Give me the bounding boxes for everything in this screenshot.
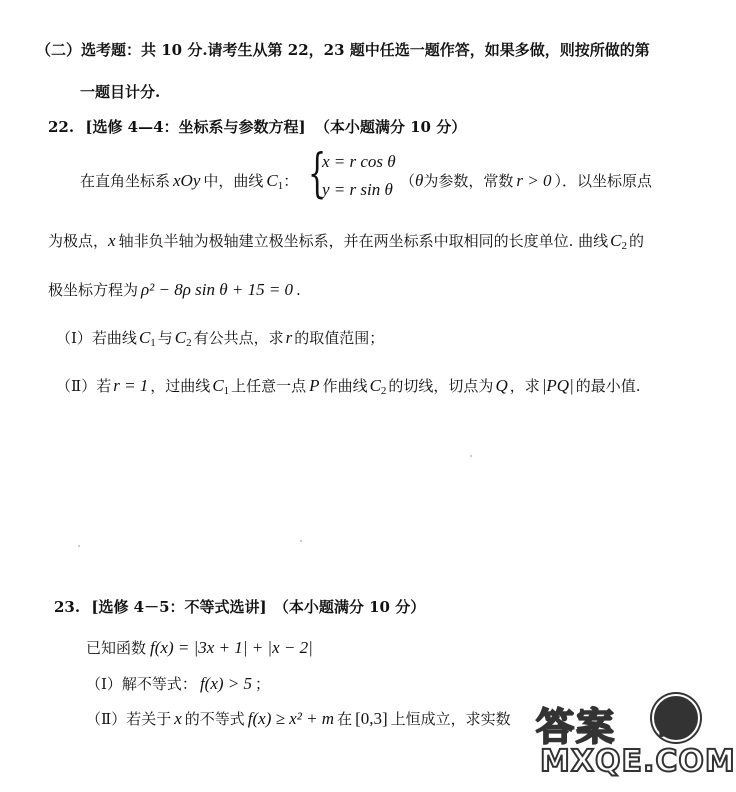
q23-part2-d: 上恒成立，求实数	[390, 710, 511, 728]
q22-part1	[56, 328, 384, 348]
q22-part2-g: 的最小值.	[575, 377, 641, 395]
q22-curve-c1-sub: 1	[277, 180, 284, 192]
q22-xoy: xOy	[173, 171, 201, 190]
q23-func-eq: f(x) = |3x + 1| + |x − 2|	[150, 638, 313, 657]
q22-part2-a: （Ⅱ）若	[56, 377, 112, 395]
q22-note-text: 为参数，常数	[423, 172, 514, 190]
q22-part2-q: Q	[495, 376, 508, 395]
q22-intro-text-2: 中，曲线	[203, 172, 264, 190]
q23-part2-b: 的不等式	[184, 710, 245, 728]
q23-part1	[86, 674, 270, 694]
q23-title: [选修 4－5：不等式选讲]	[91, 598, 267, 616]
q22-part2-e: 的切线，切点为	[388, 377, 494, 395]
q22-line3-a: 为极点，	[48, 232, 109, 250]
q22-note-close: ）．以坐标原点	[554, 172, 652, 190]
q22-score: （本小题满分 10 分）	[314, 118, 467, 136]
q22-param-system	[308, 144, 400, 206]
q22-note-theta: θ	[415, 171, 424, 190]
q22-part2-c2: C	[369, 376, 381, 395]
q22-curve-c1: C	[266, 171, 278, 190]
q22-note-cond: r > 0	[516, 171, 552, 190]
q22-part1-c2: C	[174, 328, 187, 347]
q22-part2-c2-sub: 2	[380, 385, 387, 397]
q23-part2-eq: f(x) ≥ x² + m	[247, 709, 335, 728]
q22-line3-c2: C	[610, 231, 622, 250]
q22-param-note	[400, 171, 652, 191]
q22-part1-a: （Ⅰ）若曲线	[56, 329, 137, 347]
q22-part1-d: 的取值范围；	[294, 329, 385, 347]
q23-part2-x: x	[174, 709, 182, 728]
q22-note-open: （	[400, 172, 416, 190]
q22-part2-d: 作曲线	[322, 377, 368, 395]
q23-part1-a: （Ⅰ）解不等式：	[86, 675, 197, 693]
q22-intro-text: 在直角坐标系	[80, 172, 171, 190]
q22-intro	[80, 171, 298, 191]
q22-line4-b: .	[296, 281, 301, 299]
q22-part2-cond: r = 1	[113, 376, 149, 395]
watermark-domain: MXQE.COM	[540, 744, 736, 779]
q23-part1-eq: f(x) > 5	[199, 674, 252, 693]
scan-speck	[470, 455, 472, 457]
q23-number: 23.	[54, 598, 81, 616]
q22-eq-x: x = r cos θ	[322, 152, 396, 171]
q22-part2-c1: C	[212, 376, 224, 395]
q22-line4-a: 极坐标方程为	[48, 281, 139, 299]
q22-part2-c1-sub: 1	[223, 385, 230, 397]
q22-part1-c: 有公共点，求	[193, 329, 284, 347]
q22-line3-c: 的	[628, 232, 644, 250]
q23-part2-a: （Ⅱ）若关于	[86, 710, 172, 728]
q22-line3-x: x	[108, 231, 116, 250]
q23-function	[86, 638, 313, 658]
q22-part1-b: 与	[157, 329, 173, 347]
q22-part2	[56, 376, 641, 396]
q22-part1-c2-sub: 2	[186, 337, 192, 349]
section-heading-cont: 一题目计分.	[80, 83, 161, 101]
q23-func-a: 已知函数	[86, 639, 147, 657]
q22-number: 22.	[48, 118, 75, 136]
q22-part2-c: 上任意一点	[231, 377, 307, 395]
watermark-top-text: 答案	[536, 705, 617, 749]
q22-title: [选修 4—4：坐标系与参数方程]	[85, 118, 306, 136]
q23-part2-interval: [0,3]	[355, 709, 388, 728]
q22-part1-c1: C	[138, 328, 151, 347]
scan-speck	[78, 545, 80, 547]
q22-part2-pq: |PQ|	[541, 376, 574, 395]
watermark-logo	[532, 690, 736, 788]
q22-polar-equation: ρ² − 8ρ sin θ + 15 = 0	[141, 280, 294, 299]
q22-header	[48, 117, 466, 137]
scan-speck	[300, 540, 302, 542]
q23-header	[54, 597, 425, 617]
q22-part2-p: P	[309, 376, 320, 395]
q23-part2-c: 在	[337, 710, 353, 728]
q22-part2-b: ，过曲线	[150, 377, 211, 395]
q22-part1-c1-sub: 1	[150, 337, 156, 349]
brace-glyph: {	[308, 144, 327, 204]
q22-line3-b: 轴非负半轴为极轴建立极坐标系，并在两坐标系中取相同的长度单位. 曲线	[118, 232, 609, 250]
q22-line4	[48, 280, 301, 300]
q22-part1-r: r	[285, 328, 293, 347]
watermark-circle-text: 圈	[658, 706, 690, 741]
q22-line3	[48, 231, 644, 251]
q22-colon: ：	[283, 172, 299, 190]
q22-part2-f: ，求	[509, 377, 540, 395]
q23-score: （本小题满分 10 分）	[273, 598, 426, 616]
section-heading: （二）选考题：共 10 分.请考生从第 22，23 题中任选一题作答，如果多做，则按所做的第	[36, 41, 650, 59]
q22-line3-c2-sub: 2	[621, 240, 627, 252]
q22-eq-y: y = r sin θ	[322, 180, 393, 199]
q23-part1-b: ；	[255, 675, 271, 693]
q23-part2	[86, 709, 511, 729]
